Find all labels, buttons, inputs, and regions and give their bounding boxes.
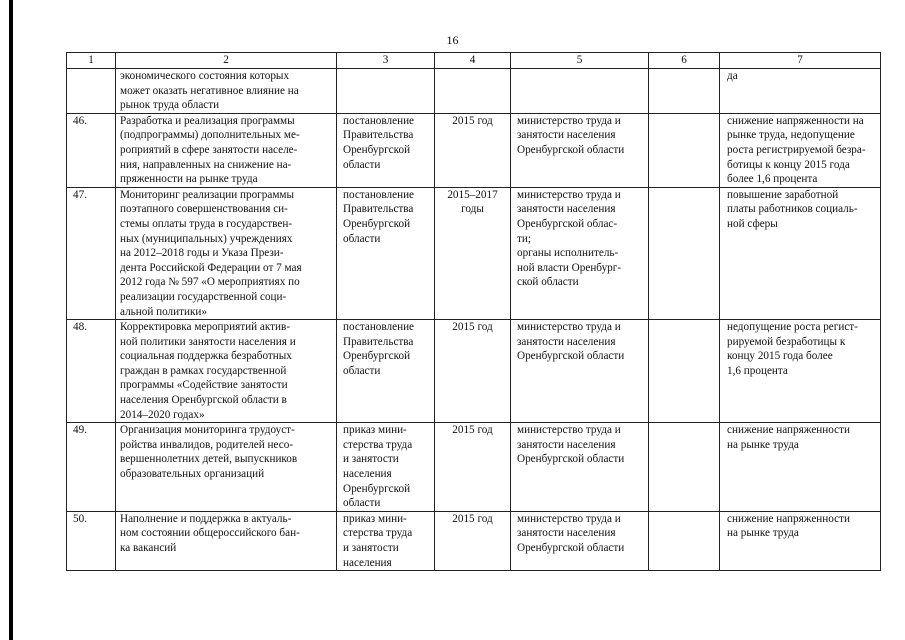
measure-text-line: программы «Содействие занятости	[120, 379, 288, 392]
executor-line: министерство труда и	[517, 512, 621, 525]
expected-result-line: рируемой безработицы к	[727, 335, 846, 348]
executor-line: министерство труда и	[517, 424, 621, 437]
document-type-line: Правительства	[343, 335, 414, 348]
funding-source-cell	[649, 187, 720, 319]
document-type-line: Правительства	[343, 203, 414, 216]
table-row	[67, 187, 881, 319]
row-number-cell	[67, 113, 116, 187]
measure-text-line: 2014–2020 годах»	[120, 408, 205, 421]
expected-result-cell	[720, 423, 881, 512]
funding-source-cell	[649, 511, 720, 570]
document-type-cell	[337, 113, 435, 187]
row-number-cell	[67, 69, 116, 114]
executor-cell	[511, 320, 649, 423]
period-cell	[435, 113, 511, 187]
measure-text-line: поэтапного совершенствования си-	[120, 203, 288, 216]
measure-text-line: вершеннолетних детей, выпускников	[120, 453, 298, 466]
executor-line: Оренбургской области	[517, 350, 625, 363]
document-type-cell	[337, 69, 435, 114]
period-line: 2015 год	[452, 424, 493, 437]
column-header: 5	[511, 53, 649, 69]
executor-line: занятости населения	[517, 203, 616, 216]
measure-text-line: пряженности на рынке труда	[120, 173, 258, 186]
measure-text-line: Организация мониторинга трудоуст-	[120, 424, 295, 437]
measure-text-cell	[116, 511, 337, 570]
document-type-line: области	[343, 364, 381, 377]
expected-result-line: повышение заработной	[727, 188, 839, 201]
period-cell	[435, 423, 511, 512]
executor-cell	[511, 511, 649, 570]
measure-text-line: экономического состояния которых	[120, 70, 290, 82]
document-type-cell	[337, 320, 435, 423]
table-row	[67, 511, 881, 570]
measure-text-line: Наполнение и поддержка в актуаль-	[120, 512, 292, 525]
measure-text-line: Корректировка мероприятий актив-	[120, 321, 291, 334]
column-header: 3	[337, 53, 435, 69]
measure-text-line: Мониторинг реализации программы	[120, 188, 294, 201]
table-row	[67, 423, 881, 512]
measure-text-line: реализации государственной соци-	[120, 290, 287, 303]
document-type-line: Оренбургской	[343, 143, 411, 156]
row-number-cell	[67, 423, 116, 512]
executor-cell	[511, 423, 649, 512]
measure-text-line: роприятий в сфере занятости населе-	[120, 143, 298, 156]
funding-source-cell	[649, 423, 720, 512]
funding-source-cell	[649, 320, 720, 423]
measure-text-line: рынок труда области	[120, 99, 220, 112]
measure-text-cell	[116, 187, 337, 319]
measure-text-line: (подпрограммы) дополнительных ме-	[120, 129, 300, 142]
expected-result-cell	[720, 511, 881, 570]
row-number-cell	[67, 187, 116, 319]
document-type-line: и занятости	[343, 542, 399, 554]
document-type-line: населения	[343, 556, 392, 569]
measure-text-line: ном состоянии общероссийского бан-	[120, 527, 300, 540]
expected-result-line: концу 2015 года более	[727, 350, 833, 363]
measure-text-cell	[116, 69, 337, 114]
measure-text-line: социальная поддержка безработных	[120, 350, 292, 363]
row-number: 46.	[73, 114, 87, 127]
funding-source-cell	[649, 113, 720, 187]
expected-result-line: рынке труда, недопущение	[727, 129, 855, 142]
column-header: 6	[649, 53, 720, 69]
executor-line: министерство труда и	[517, 188, 621, 201]
document-type-line: области	[343, 232, 381, 245]
executor-line: Оренбургской области	[517, 542, 625, 554]
measure-text-line: образовательных организаций	[120, 468, 265, 481]
row-number: 50.	[73, 512, 87, 525]
column-header: 1	[67, 53, 116, 69]
measure-text-line: ройства инвалидов, родителей несо-	[120, 438, 294, 451]
document-type-line: области	[343, 158, 381, 171]
row-number-cell	[67, 511, 116, 570]
executor-line: ской области	[517, 276, 579, 289]
executor-line: Оренбургской облас-	[517, 217, 618, 230]
expected-result-line: ной сферы	[727, 217, 778, 230]
measure-text-cell	[116, 423, 337, 512]
page-number: 16	[446, 33, 459, 47]
document-type-line: постановление	[343, 114, 415, 127]
measure-text-line: ной политики занятости населения и	[120, 335, 296, 348]
executor-line: Оренбургской области	[517, 453, 625, 466]
measure-text-line: населения Оренбургской области в	[120, 394, 287, 407]
expected-result-line: на рынке труда	[727, 438, 799, 451]
period-cell	[435, 511, 511, 570]
document-type-line: Оренбургской	[343, 217, 411, 230]
measure-text-cell	[116, 320, 337, 423]
expected-result-line: да	[727, 70, 738, 82]
measure-text-line: ния, направленных на снижение на-	[120, 158, 292, 171]
measures-table	[66, 52, 881, 571]
expected-result-line: снижение напряженности	[727, 424, 850, 437]
document-type-line: населения	[343, 468, 392, 481]
period-cell	[435, 69, 511, 114]
measure-text-line: 2012 года № 597 «О мероприятиях по	[120, 276, 300, 289]
row-number-cell	[67, 320, 116, 423]
expected-result-cell	[720, 113, 881, 187]
executor-line: занятости населения	[517, 129, 616, 142]
measure-text-line: дента Российской Федерации от 7 мая	[120, 261, 302, 274]
measure-text-line: ка вакансий	[120, 542, 177, 554]
document-type-cell	[337, 511, 435, 570]
document-type-line: Оренбургской	[343, 482, 411, 495]
executor-line: министерство труда и	[517, 114, 621, 127]
period-line: 2015 год	[452, 321, 493, 334]
measure-text-line: граждан в рамках государственной	[120, 364, 287, 377]
expected-result-line: ботицы к концу 2015 года	[727, 158, 850, 171]
period-line: годы	[461, 203, 484, 216]
document-type-line: стерства труда	[343, 438, 413, 451]
expected-result-cell	[720, 320, 881, 423]
column-header: 4	[435, 53, 511, 69]
table-row	[67, 69, 881, 114]
document-type-line: Оренбургской	[343, 350, 411, 363]
row-number: 47.	[73, 188, 87, 201]
executor-line: министерство труда и	[517, 321, 621, 334]
period-line: 2015 год	[452, 512, 493, 525]
column-header: 7	[720, 53, 881, 69]
expected-result-line: 1,6 процента	[727, 364, 788, 377]
executor-line: ной власти Оренбург-	[517, 261, 622, 274]
document-type-line: постановление	[343, 321, 415, 334]
document-type-cell	[337, 423, 435, 512]
executor-line: ти;	[517, 232, 531, 245]
measure-text-cell	[116, 113, 337, 187]
funding-source-cell	[649, 69, 720, 114]
expected-result-line: роста регистрируемой безра-	[727, 143, 866, 156]
executor-line: занятости населения	[517, 335, 616, 348]
executor-cell	[511, 113, 649, 187]
document-type-line: и занятости	[343, 453, 399, 466]
column-number-row	[67, 53, 881, 69]
measure-text-line: ных (муниципальных) учреждениях	[120, 232, 293, 245]
document-type-line: приказ мини-	[343, 512, 407, 525]
document-type-line: приказ мини-	[343, 424, 407, 437]
expected-result-cell	[720, 187, 881, 319]
document-type-line: области	[343, 497, 381, 510]
executor-cell	[511, 187, 649, 319]
executor-line: занятости населения	[517, 527, 616, 540]
measure-text-line: альной политики»	[120, 305, 208, 318]
executor-line: Оренбургской области	[517, 143, 625, 156]
document-type-line: Правительства	[343, 129, 414, 142]
measure-text-line: стемы оплаты труда в государствен-	[120, 217, 293, 230]
expected-result-line: снижение напряженности на	[727, 114, 864, 127]
row-number: 48.	[73, 321, 87, 334]
expected-result-line: платы работников социаль-	[727, 203, 858, 216]
document-type-line: стерства труда	[343, 527, 413, 540]
table-row	[67, 320, 881, 423]
expected-result-line: более 1,6 процента	[727, 173, 818, 186]
measure-text-line: Разработка и реализация программы	[120, 114, 295, 127]
column-header: 2	[116, 53, 337, 69]
expected-result-line: на рынке труда	[727, 527, 799, 540]
period-cell	[435, 320, 511, 423]
executor-cell	[511, 69, 649, 114]
binding-edge	[9, 0, 13, 640]
period-cell	[435, 187, 511, 319]
executor-line: занятости населения	[517, 438, 616, 451]
period-line: 2015 год	[452, 114, 493, 127]
expected-result-line: снижение напряженности	[727, 512, 850, 525]
row-number: 49.	[73, 424, 87, 437]
executor-line: органы исполнитель-	[517, 247, 619, 260]
document-type-line: постановление	[343, 188, 415, 201]
measure-text-line: может оказать негативное влияние на	[120, 84, 299, 97]
table-row	[67, 113, 881, 187]
expected-result-cell	[720, 69, 881, 114]
measure-text-line: на 2012–2018 годы и Указа Прези-	[120, 247, 284, 260]
period-line: 2015–2017	[447, 188, 498, 201]
document-type-cell	[337, 187, 435, 319]
expected-result-line: недопущение роста регист-	[727, 321, 858, 334]
